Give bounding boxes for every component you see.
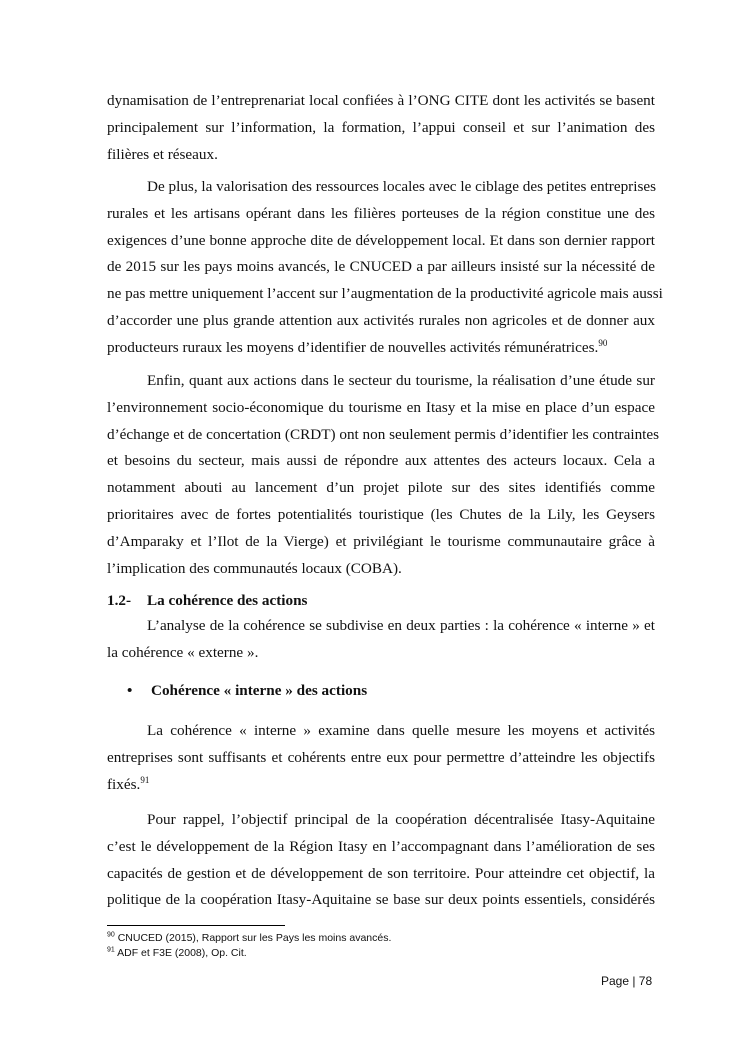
section-number: 1.2- xyxy=(107,592,132,609)
text-line: De plus, la valorisation des ressources locales avec le ciblage des petites entreprises xyxy=(147,178,657,195)
text-line: L’analyse de la cohérence se subdivise en deux parties : la cohérence « interne » et xyxy=(147,617,655,634)
paragraph xyxy=(107,718,655,798)
text-line: et besoins du secteur, mais aussi de répondre aux attentes des acteurs locaux. Cela a xyxy=(107,452,655,470)
text-line: d’Amparaky et l’Ilot de la Vierge) et privilégiant le tourisme communautaire grâce à xyxy=(107,532,655,550)
paragraph xyxy=(107,368,660,582)
text-line: l’environnement socio-économique du tourisme en Itasy et la mise en place d’un espace xyxy=(107,398,655,416)
text-line: fixés.$^{91}$ xyxy=(107,774,150,793)
paragraph xyxy=(107,174,663,362)
footnote-separator xyxy=(107,925,285,926)
text-line: Enfin, quant aux actions dans le secteur du tourisme, la réalisation d’une étude sur xyxy=(147,372,655,389)
text-line: rurales et les artisans opérant dans les filières porteuses de la région constitue une des xyxy=(107,204,655,222)
footnote-ref[interactable]: 90 xyxy=(598,337,608,348)
bullet-icon: • xyxy=(127,682,133,699)
text-line: principalement sur l’information, la formation, l’appui conseil et sur l’animation des xyxy=(107,118,655,136)
text-line: exigences d’une bonne approche dite de développement local. Et dans son dernier rapport xyxy=(107,231,655,249)
bullet-heading xyxy=(107,678,655,705)
text-line: l’implication des communautés locaux (COBA). xyxy=(107,559,402,577)
page-number: Page | 78 xyxy=(601,974,653,988)
section-heading xyxy=(107,588,655,615)
paragraph xyxy=(107,613,655,667)
text-line: ne pas mettre uniquement l’accent sur l’augmentation de la productivité agricole mais aussi xyxy=(107,285,663,303)
text-line: de 2015 sur les pays moins avancés, le CNUCED a par ailleurs insisté sur la nécessité de xyxy=(107,258,655,276)
bullet-title: Cohérence « interne » des actions xyxy=(151,682,368,699)
text-line: d’échange et de concertation (CRDT) ont non seulement permis d’identifier les contraintes xyxy=(107,425,660,443)
text-line: d’accorder une plus grande attention aux activités rurales non agricoles et de donner aux xyxy=(107,311,655,329)
text-line: dynamisation de l’entreprenariat local confiées à l’ONG CITE dont les activités se basent xyxy=(107,92,655,109)
text-line: notamment abouti au lancement d’un projet pilote sur des sites identifiés comme xyxy=(107,479,655,497)
text-line: capacités de gestion et de développement de son territoire. Pour atteindre cet objectif, la xyxy=(107,864,655,882)
footnote: $^{91}$ ADF et F3E (2008), Op. Cit. xyxy=(107,946,247,959)
text-line: entreprises sont suffisants et cohérents entre eux pour permettre d’atteindre les objectifs xyxy=(107,748,655,766)
text-line: filières et réseaux. xyxy=(107,145,218,163)
paragraph xyxy=(107,807,655,914)
text-line: producteurs ruraux les moyens d’identifier de nouvelles activités rémunératrices.$^{90}$ xyxy=(107,337,608,356)
text-line: prioritaires avec de fortes potentialités touristique (les Chutes de la Lily, les Geysers xyxy=(107,505,655,523)
text-line: politique de la coopération Itasy-Aquitaine se base sur deux points essentiels, considérés xyxy=(107,891,655,909)
footnote: $^{90}$ CNUCED (2015), Rapport sur les Pays les moins avancés. xyxy=(107,931,392,944)
text-line: Pour rappel, l’objectif principal de la coopération décentralisée Itasy-Aquitaine xyxy=(147,811,655,828)
text-line: La cohérence « interne » examine dans quelle mesure les moyens et activités xyxy=(147,722,655,739)
section-title: La cohérence des actions xyxy=(147,592,308,609)
text-line: la cohérence « externe ». xyxy=(107,643,259,661)
text-line: c’est le développement de la Région Itasy en l’accompagnant dans l’amélioration de ses xyxy=(107,837,655,855)
paragraph xyxy=(107,88,655,168)
footnote-ref[interactable]: 91 xyxy=(140,774,150,785)
